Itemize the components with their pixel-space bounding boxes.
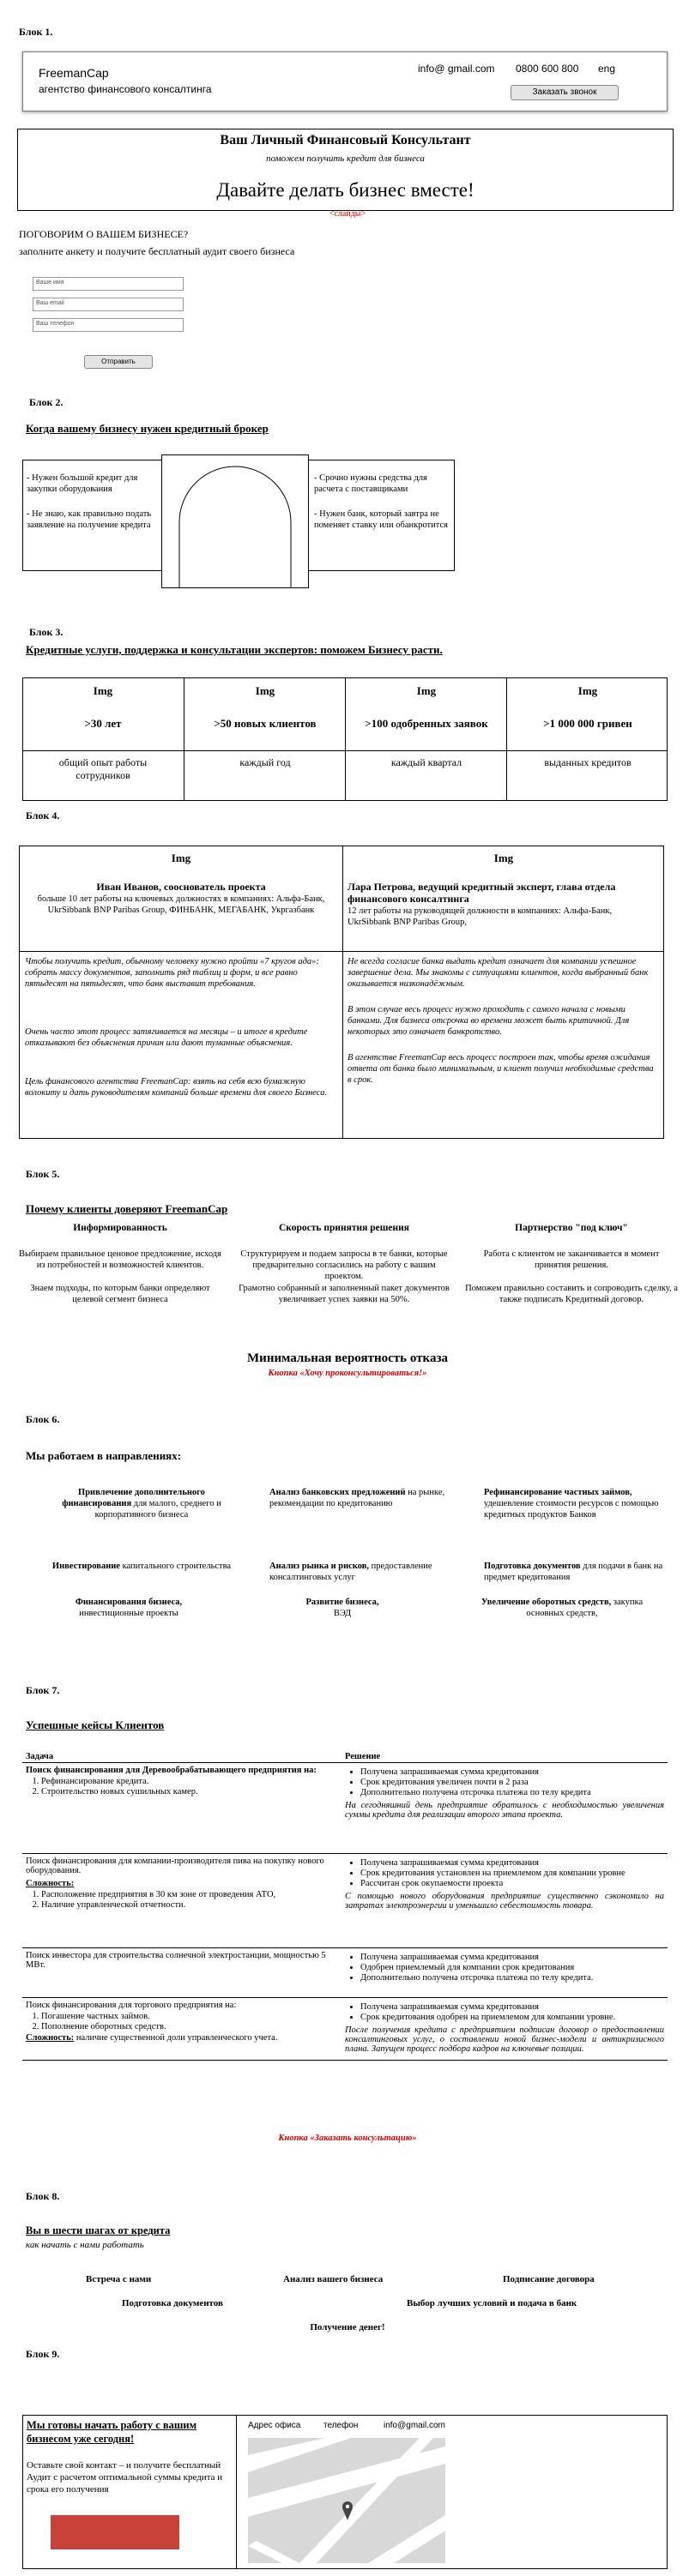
phone-input[interactable]: Ваш телефон xyxy=(33,318,184,332)
founders-table xyxy=(19,846,664,1139)
submit-button[interactable]: Отправить xyxy=(84,355,153,369)
hero-title: Ваш Личный Финансовый Консультант xyxy=(220,133,471,147)
case-complexity-label: Сложность: xyxy=(26,1879,75,1888)
case-row xyxy=(22,1854,668,1948)
direction-item: Инвестирование капитального строительства xyxy=(51,1562,232,1571)
case-complexity-text: наличие существенной доли управленческого учета. xyxy=(74,2033,278,2043)
consult-button[interactable]: Кнопка «Хочу проконсультироваться!» xyxy=(268,1369,427,1378)
case-task-item: 1. Рефинансирование кредита. xyxy=(41,1777,338,1786)
founder-name: Лара Петрова, ведущий кредитный эксперт, глава отдела финансового консалтинга xyxy=(348,881,616,906)
block-5-heading: Почему клиенты доверяют FreemanCap xyxy=(26,1202,228,1215)
cases-header-solution: Решение xyxy=(345,1752,381,1761)
case-solution-item: • Получена запрашиваемая сумма кредитования xyxy=(360,2002,664,2012)
circle-illustration xyxy=(162,455,308,587)
block-3-heading: Кредитные услуги, поддержка и консультации экспертов: поможем Бизнесу расти. xyxy=(26,643,443,656)
case-complexity-label: Сложность: xyxy=(26,2033,75,2043)
office-map[interactable] xyxy=(248,2438,445,2563)
brand-tagline: агентство финансового консалтинга xyxy=(39,83,212,95)
stat-value: >100 одобренных заявок xyxy=(365,717,488,730)
case-solution-item: • Дополнительно получена отсрочка платежа по телу кредита xyxy=(360,1788,664,1797)
case-task-title: Поиск инвестора для строительства солнечной электростанции, мощностью 5 МВт. xyxy=(26,1951,326,1970)
needs-right-box xyxy=(309,460,455,571)
step: Встреча с нами xyxy=(86,2274,152,2284)
office-email[interactable]: info@gmail.com xyxy=(384,2421,445,2430)
step: Подготовка документов xyxy=(122,2298,223,2308)
block-7-heading: Успешные кейсы Клиентов xyxy=(26,1718,165,1731)
block-2-heading: Когда вашему бизнесу нужен кредитный брокер xyxy=(26,422,269,435)
case-solution-item: • Получена запрашиваемая сумма кредитования xyxy=(360,1767,664,1777)
founder-bio: больше 10 лет работы на ключевых должностях в компаниях: Альфа-Банк, UkrSibbank BNP Paribas Group, ФИНБАНК, МЕГАБАНК, Укргазбанк xyxy=(37,894,325,915)
block-6-label: Блок 6. xyxy=(26,1413,60,1425)
case-solution-item: • Одобрен приемлемый для компании срок кредитования xyxy=(360,1963,664,1972)
direction-item: Подготовка документов для подачи в банк на предмет кредитования xyxy=(484,1562,663,1583)
trust-text: Знаем подходы, по которым банки определяют целевой сегмент бизнеса xyxy=(30,1284,210,1305)
contact-title: Мы готовы начать работу с вашим бизнесом уже сегодня! xyxy=(27,2419,197,2445)
contact-section xyxy=(22,2415,668,2569)
founder-bio: 12 лет работы на руководящей должности в компаниях: Альфа-Банк, UkrSibbank BNP Paribas Group, xyxy=(348,906,613,927)
case-task-title: Поиск финансирования для компании-производителя пива на покупку нового оборудования. xyxy=(26,1857,324,1875)
founder-text: Чтобы получить кредит, обычному человеку нужно пройти «7 кругов ада»: собрать массу документов, заполнить ряд таблиц и форм, и все равно пятьдесят на пятьдесят, что банк выставит требования. xyxy=(25,957,319,990)
case-solution-item: • Срок кредитования увеличен почти в 2 раза xyxy=(360,1778,664,1787)
case-task-item: 2. Наличие управленческой отчетности. xyxy=(41,1900,338,1910)
founder-text: В агентстве FreemanCap весь процесс построен так, чтобы время ожидания ответа от банка было минимальным, и клиент получил необходимые средства в срок. xyxy=(348,1053,654,1086)
stat-image-placeholder: Img xyxy=(255,684,275,697)
trust-text: Работа с клиентом не заканчивается в момент принятия решения. xyxy=(483,1249,660,1271)
case-task-item: 1. Погашение частных займов. xyxy=(41,2012,338,2021)
contact-cta-button[interactable] xyxy=(51,2515,179,2549)
need-item: - Не знаю, как правильно подать заявление на получение кредита xyxy=(27,509,152,531)
form-title: ПОГОВОРИМ О ВАШЕМ БИЗНЕСЕ? xyxy=(19,228,189,240)
header-email[interactable]: info@ gmail.com xyxy=(418,63,495,75)
case-note: На сегодняшний день предприятие обратилось с необходимостью увеличения суммы кредита для реализации второго этапа проекта. xyxy=(345,1801,664,1820)
min-refusal-title: Минимальная вероятность отказа xyxy=(247,1351,448,1365)
founder-text: Цель финансового агентства FreemanCap: взять на себя всю бумажную волокиту и дать руководителям компаний больше времени для своего Бизнеса. xyxy=(25,1077,328,1098)
language-switch[interactable]: eng xyxy=(598,63,616,75)
direction-item: Развитие бизнеса, ВЭД xyxy=(305,1598,379,1619)
block-1-label: Блок 1. xyxy=(19,26,53,38)
case-solution-item: • Срок кредитования одобрен на приемлемом для компании уровне. xyxy=(360,2013,664,2022)
stat-caption: каждый год xyxy=(239,756,291,768)
stat-card xyxy=(506,677,668,801)
step: Подписание договора xyxy=(503,2274,595,2284)
trust-text: Грамотно собранный и заполненный пакет документов увеличивает успех заявки на 50%. xyxy=(239,1284,450,1305)
block-4-label: Блок 4. xyxy=(26,810,60,822)
case-task-item: 2. Пополнение оборотных средств. xyxy=(41,2022,338,2031)
case-task-item: 1. Расположение предприятия в 30 км зоне от проведения АТО, xyxy=(41,1890,338,1899)
trust-text: Поможем правильно составить и сопроводить сделку, а также подписать Кредитный договор. xyxy=(465,1284,678,1305)
case-row xyxy=(22,1948,668,1998)
case-row xyxy=(22,1763,668,1854)
contact-text: Оставьте свой контакт – и получите бесплатный Аудит с расчетом оптимальной суммы кредита и срока его получения xyxy=(27,2460,223,2495)
case-solution-item: • Получена запрашиваемая сумма кредитования xyxy=(360,1953,664,1962)
direction-item: Финансирования бизнеса, инвестиционные проекты xyxy=(75,1598,183,1619)
email-input[interactable]: Ваш email xyxy=(33,298,184,311)
direction-item: Увеличение оборотных средств, закупка основных средств, xyxy=(480,1598,644,1619)
trust-title: Информированность xyxy=(73,1223,167,1233)
block-7-label: Блок 7. xyxy=(26,1684,60,1696)
founder-photo-placeholder: Img xyxy=(171,852,191,864)
stat-caption: каждый квартал xyxy=(390,756,462,768)
office-phone[interactable]: телефон xyxy=(323,2421,359,2430)
step: Анализ вашего бизнеса xyxy=(283,2274,384,2284)
cases-header-task: Задача xyxy=(26,1752,54,1761)
stat-caption: выданных кредитов xyxy=(544,756,632,768)
order-call-button[interactable]: Заказать звонок xyxy=(511,85,619,100)
direction-item: Анализ банковских предложений на рынке, рекомендации по кредитованию xyxy=(269,1488,445,1509)
case-solution-item: • Срок кредитования установлен на приемлемом для компании уровне xyxy=(360,1869,664,1878)
founder-text: Не всегда согласие банка выдать кредит означает для компании успешное завершение дела. Мы знакомы с ситуациями клиентов, когда выбранный банк оказывается низконадёжным. xyxy=(348,957,649,990)
founder-name: Иван Иванов, сооснователь проекта xyxy=(96,881,266,893)
block-3-label: Блок 3. xyxy=(29,626,63,638)
case-solution-item: • Дополнительно получена отсрочка платежа по телу кредита. xyxy=(360,1973,664,1983)
case-solution-item: • Рассчитан срок окупаемости проекта xyxy=(360,1879,664,1888)
needs-left-box xyxy=(22,460,161,571)
founder-photo-placeholder: Img xyxy=(493,852,514,864)
need-item: - Нужен большой кредит для закупки оборудования xyxy=(27,473,138,495)
stat-image-placeholder: Img xyxy=(93,684,113,697)
stat-value: >30 лет xyxy=(84,717,122,730)
case-row xyxy=(22,1998,668,2061)
header-phone[interactable]: 0800 600 800 xyxy=(516,63,579,75)
stat-card xyxy=(22,677,184,801)
final-step: Получение денег! xyxy=(310,2322,385,2332)
stat-card xyxy=(345,677,507,801)
stat-value: >1 000 000 гривен xyxy=(543,717,632,730)
trust-title: Скорость принятия решения xyxy=(278,1223,410,1233)
site-header xyxy=(22,51,668,111)
trust-title: Партнерство "под ключ" xyxy=(515,1223,628,1233)
step: Выбор лучших условий и подача в банк xyxy=(407,2298,577,2308)
block-2-label: Блок 2. xyxy=(29,396,63,408)
form-subtitle: заполните анкету и получите бесплатный аудит своего бизнеса xyxy=(19,245,295,257)
office-address: Адрес офиса xyxy=(248,2421,301,2430)
hero-subtitle: поможем получить кредит для бизнеса xyxy=(266,153,425,164)
brand-name[interactable]: FreemanCap xyxy=(39,66,109,80)
trust-text: Выбираем правильное ценовое предложение, исходя из потребностей и возможностей клиентов. xyxy=(19,1249,221,1271)
block-9-label: Блок 9. xyxy=(26,2348,60,2360)
case-solution-item: • Получена запрашиваемая сумма кредитования xyxy=(360,1858,664,1868)
case-task-item: 2. Строительство новых сушильных камер. xyxy=(41,1787,338,1797)
name-input[interactable]: Ваше имя xyxy=(33,277,184,291)
stats-grid xyxy=(22,677,668,801)
direction-item: Рефинансирование частных займов, удешевление стоимости ресурсов с помощью кредитных продуктов Банков xyxy=(484,1488,659,1520)
case-note: После получения кредита с предприятием подписан договор о предоставлении консалтинговых услуг, о составлении новой бизнес-модели и антикризисного плана. Запущен процесс подбора кадров на ключевые позиции. xyxy=(345,2025,664,2054)
needs-center-box xyxy=(161,454,309,588)
block-8-heading: Вы в шести шагах от кредита xyxy=(26,2224,171,2236)
case-task-title: Поиск финансирования для торгового предприятия на: xyxy=(26,2001,237,2010)
order-consult-button[interactable]: Кнопка «Заказать консультацию» xyxy=(278,2134,417,2143)
block-5-label: Блок 5. xyxy=(26,1168,60,1180)
case-task-title: Поиск финансирования для Деревообрабатывающего предприятия на: xyxy=(26,1766,317,1775)
case-note: С помощью нового оборудования предприятие существенно сэкономило на затратах электроэнергии и уменьшило себестоимость товара. xyxy=(345,1892,664,1911)
stat-card xyxy=(184,677,346,801)
hero-slogan: Давайте делать бизнес вместе! xyxy=(216,179,474,201)
direction-item: Привлечение дополнительного финансирования для малого, среднего и корпоративного бизнеса xyxy=(62,1488,221,1520)
trust-text: Структурируем и подаем запросы в те банки, которые предварительно согласились на работу с вашим проектом. xyxy=(240,1249,448,1282)
stat-value: >50 новых клиентов xyxy=(214,717,317,730)
stat-image-placeholder: Img xyxy=(416,684,437,697)
need-item: - Срочно нужны средства для расчета с поставщиками xyxy=(314,473,427,495)
need-item: - Нужен банк, который завтра не поменяет ставку или обанкротится xyxy=(314,509,448,531)
founder-text: В этом случае весь процесс нужно проходить с самого начала с новыми банками. Для бизнеса отсрочка во времени может быть критичной. Для некоторых это означает банкротство. xyxy=(348,1005,630,1038)
stat-image-placeholder: Img xyxy=(577,684,598,697)
cases-table xyxy=(22,1751,668,2061)
stat-caption: общий опыт работы сотрудников xyxy=(58,756,148,781)
block-6-heading: Мы работаем в направлениях: xyxy=(26,1449,182,1462)
founder-text: Очень часто этот процесс затягивается на месяцы – и итоге в кредите отказывают без объяснения причин или дают туманные объяснения. xyxy=(25,1027,308,1049)
slides-note: <слайды> xyxy=(329,209,366,219)
direction-item: Анализ рынка и рисков, предоставление консалтинговых услуг xyxy=(269,1562,432,1583)
block-8-subheading: как начать с нами работать xyxy=(26,2240,144,2250)
hero-slider xyxy=(17,129,674,211)
block-8-label: Блок 8. xyxy=(26,2190,60,2202)
